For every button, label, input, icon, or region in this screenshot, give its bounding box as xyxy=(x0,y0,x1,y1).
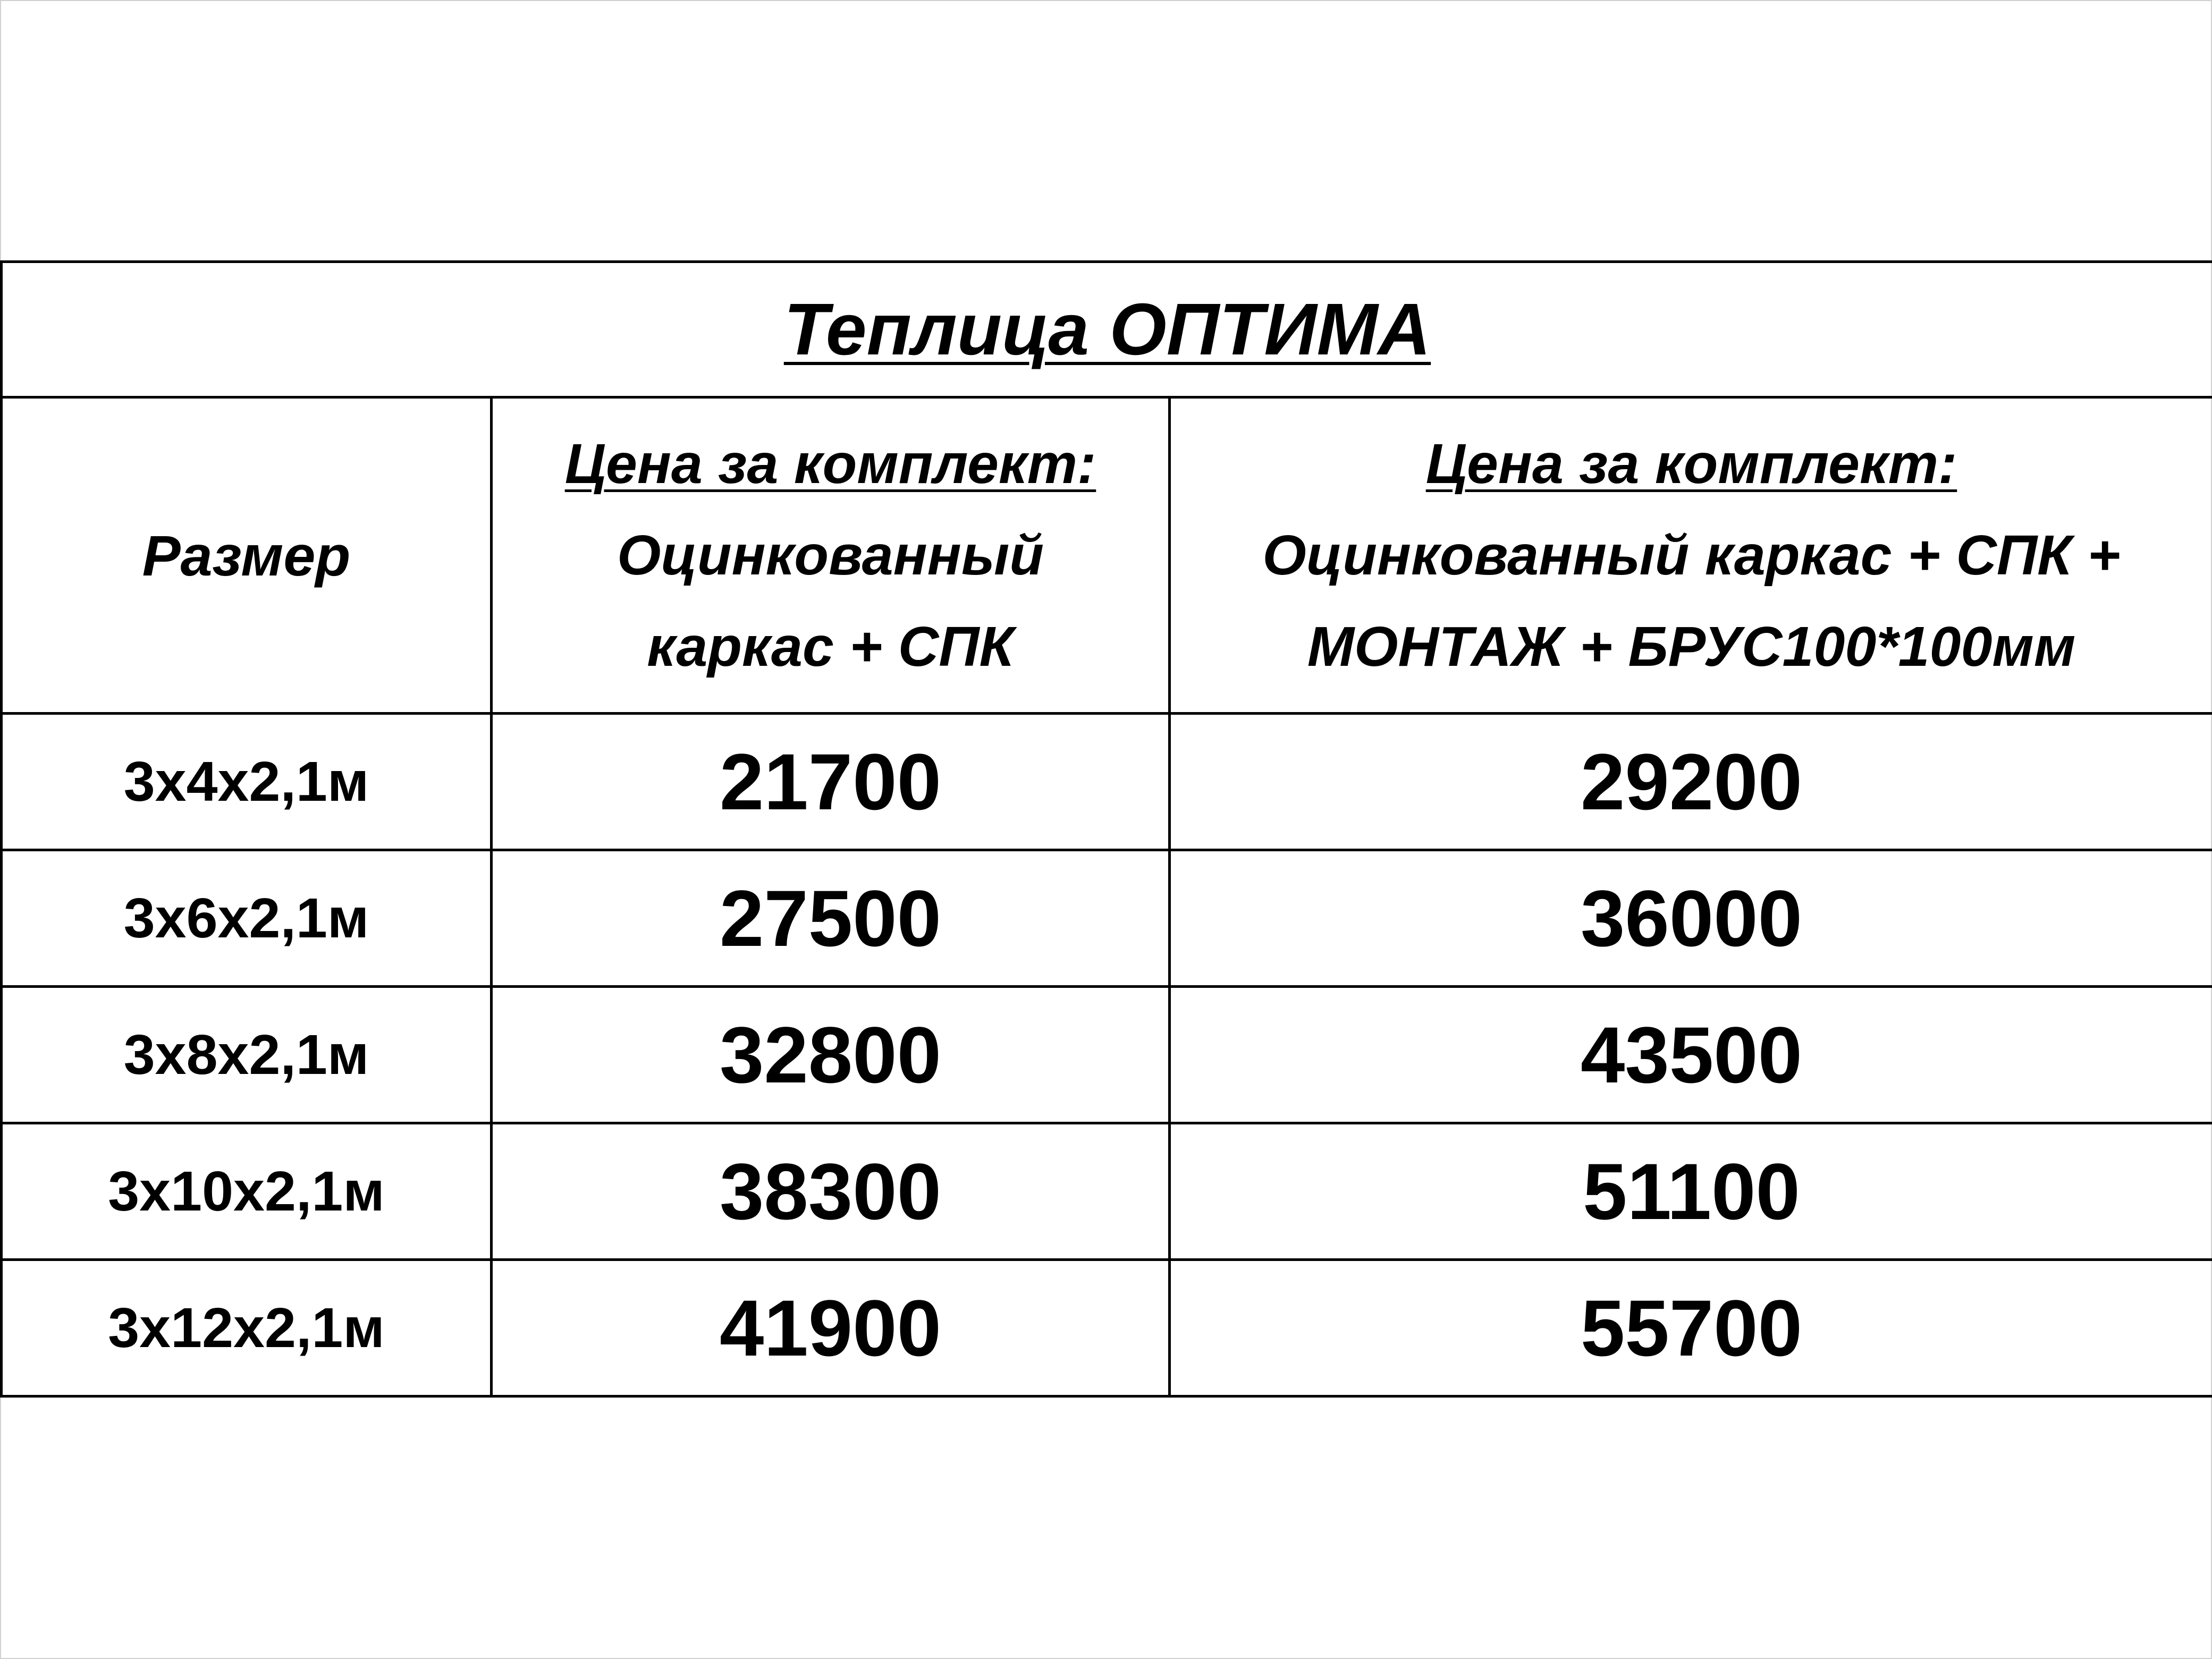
price-full-cell: 55700 xyxy=(1170,1260,2212,1396)
table-row xyxy=(2,1260,2212,1396)
header-full-cell xyxy=(1170,397,2212,714)
header-kit-line1: Цена за комплект: xyxy=(564,433,1096,495)
price-kit-cell: 27500 xyxy=(492,850,1170,987)
header-full-line1: Цена за комплект: xyxy=(1425,433,1957,495)
price-kit-cell: 32800 xyxy=(492,987,1170,1123)
table-row xyxy=(2,850,2212,987)
title-row xyxy=(2,262,2212,397)
header-kit-line2: Оцинкованный xyxy=(617,524,1044,587)
size-cell: 3х10х2,1м xyxy=(2,1123,492,1260)
table-row xyxy=(2,714,2212,850)
table-row xyxy=(2,1123,2212,1260)
size-cell: 3х6х2,1м xyxy=(2,850,492,987)
header-size-cell xyxy=(2,397,492,714)
price-full-cell: 36000 xyxy=(1170,850,2212,987)
price-kit-cell: 41900 xyxy=(492,1260,1170,1396)
header-kit-line3: каркас + СПК xyxy=(647,615,1014,678)
price-kit-cell: 38300 xyxy=(492,1123,1170,1260)
header-size: Размер xyxy=(142,523,351,588)
size-cell: 3х4х2,1м xyxy=(2,714,492,850)
price-kit-cell: 21700 xyxy=(492,714,1170,850)
header-full-line3: МОНТАЖ + БРУС100*100мм xyxy=(1307,615,2076,678)
price-full-cell: 29200 xyxy=(1170,714,2212,850)
table-row xyxy=(2,987,2212,1123)
size-cell: 3х12х2,1м xyxy=(2,1260,492,1396)
header-row xyxy=(2,397,2212,714)
price-table xyxy=(0,260,2212,1398)
table-title: Теплица ОПТИМА xyxy=(783,288,1431,370)
price-full-cell: 51100 xyxy=(1170,1123,2212,1260)
title-cell xyxy=(2,262,2212,397)
size-cell: 3х8х2,1м xyxy=(2,987,492,1123)
price-full-cell: 43500 xyxy=(1170,987,2212,1123)
header-kit-cell xyxy=(492,397,1170,714)
header-full-line2: Оцинкованный каркас + СПК + xyxy=(1262,524,2121,587)
